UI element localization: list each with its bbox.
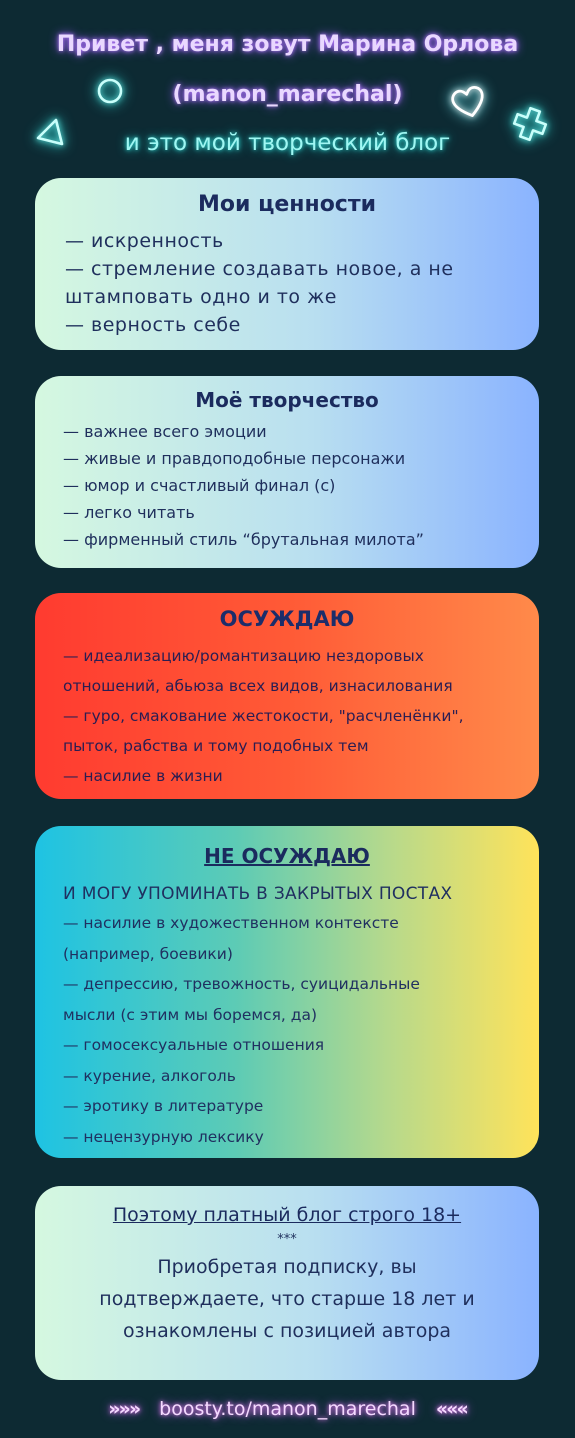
condemn-item: отношений, абьюза всех видов, изнасилования <box>63 677 453 695</box>
not-condemn-item: — нецензурную лексику <box>63 1127 264 1146</box>
values-item: — стремление создавать новое, а не <box>65 258 454 280</box>
author-handle: (manon_marechal) <box>172 82 403 107</box>
condemn-card <box>35 593 539 799</box>
blog-subtitle: и это мой творческий блог <box>124 130 451 156</box>
values-title: Мои ценности <box>197 192 377 217</box>
paid-blog-text: Приобретая подписку, вы <box>157 1256 417 1278</box>
separator-stars: *** <box>277 1232 297 1247</box>
circle-icon <box>96 77 124 105</box>
triangle-icon <box>32 116 66 148</box>
not-condemn-item: — насилие в художественном контексте <box>63 914 399 932</box>
not-condemn-subtitle: И МОГУ УПОМИНАТЬ В ЗАКРЫТЫХ ПОСТАХ <box>63 884 453 904</box>
values-item: — искренность <box>65 230 224 252</box>
condemn-item: пыток, рабства и тому подобных тем <box>63 737 369 755</box>
footer <box>0 1398 575 1428</box>
creativity-item: — юмор и счастливый финал (с) <box>63 476 336 495</box>
creativity-card <box>35 376 539 568</box>
greeting-title: Привет , меня зовут Марина Орлова <box>56 32 519 57</box>
paid-blog-text: подтверждаете, что старше 18 лет и <box>99 1288 475 1310</box>
condemn-title: ОСУЖДАЮ <box>219 607 355 631</box>
boosty-link[interactable]: boosty.to/manon_marechal <box>159 1398 416 1420</box>
heart-icon <box>450 85 488 121</box>
not-condemn-item: — депрессию, тревожность, суицидальные <box>63 975 420 993</box>
creativity-item: — фирменный стиль “брутальная милота” <box>63 530 424 549</box>
cross-icon <box>510 104 550 144</box>
creativity-item: — живые и правдоподобные персонажи <box>63 449 406 468</box>
paid-blog-text: ознакомлены с позицией автора <box>122 1320 452 1342</box>
values-item: штамповать одно и то же <box>65 286 337 308</box>
values-card <box>35 178 539 350</box>
condemn-item: — гуро, смакование жестокости, "расчленёнки", <box>63 707 464 725</box>
not-condemn-card <box>35 826 539 1158</box>
condemn-item: — насилие в жизни <box>63 767 223 785</box>
not-condemn-item: — гомосексуальные отношения <box>63 1036 325 1054</box>
not-condemn-item: — эротику в литературе <box>63 1097 264 1115</box>
not-condemn-item: мысли (с этим мы боремся, да) <box>63 1005 318 1024</box>
not-condemn-title: НЕ ОСУЖДАЮ <box>204 844 370 868</box>
left-arrows-icon: ««« <box>435 1398 467 1420</box>
not-condemn-item: (например, боевики) <box>63 944 233 963</box>
right-arrows-icon: »»» <box>108 1398 140 1420</box>
condemn-item: — идеализацию/романтизацию нездоровых <box>63 647 424 665</box>
paid-blog-title: Поэтому платный блог строго 18+ <box>112 1204 462 1226</box>
paid-blog-card <box>35 1186 539 1380</box>
header <box>0 0 575 175</box>
creativity-title: Моё творчество <box>195 388 379 412</box>
values-item: — верность себе <box>65 314 241 336</box>
creativity-item: — легко читать <box>63 503 195 522</box>
creativity-item: — важнее всего эмоции <box>63 422 267 441</box>
not-condemn-item: — курение, алкоголь <box>63 1066 236 1085</box>
